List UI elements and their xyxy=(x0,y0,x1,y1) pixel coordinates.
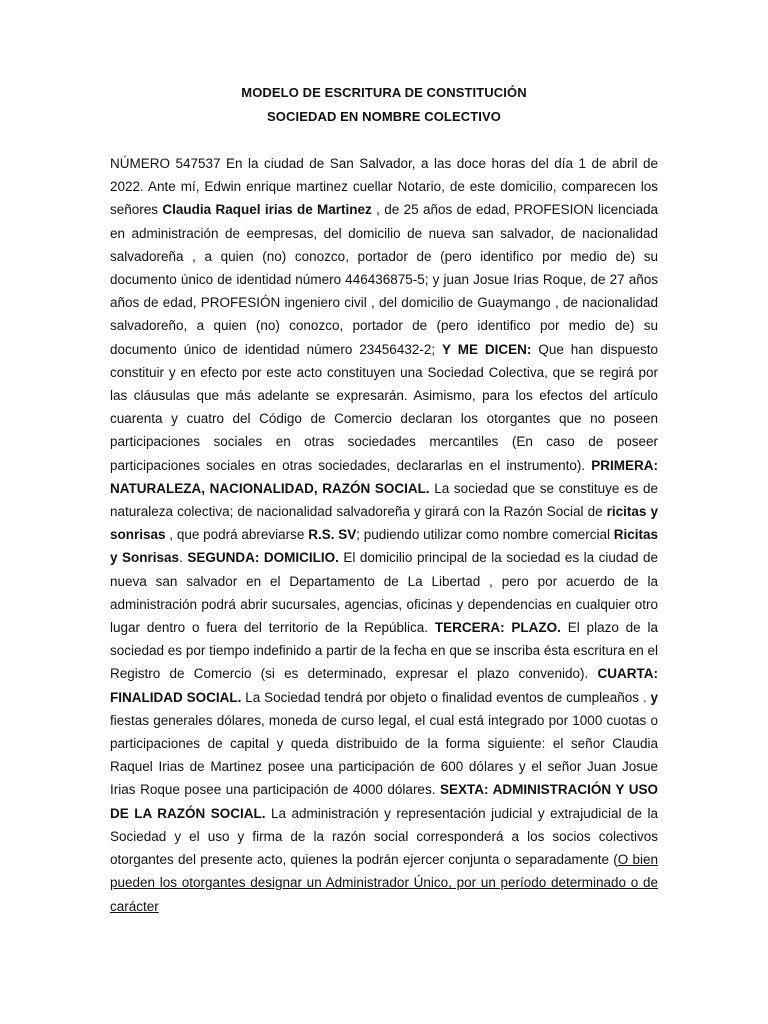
razon-social: ricitas y sonrisas xyxy=(110,504,658,543)
body-text: , de 25 años de edad, PROFESION licenciada en administración de eempresas, del domicilio de nueva san salvador, de nacionalidad salvadoreña , a quien (no) conozco, portador de (pero identifico por medio de) su documento único de identidad número 446436875-5; y juan Josue Irias Roque, de 27 años años de edad, PROFESIÓN ingeniero civil , del domicilio de Guaymango , de nacionalidad salvadoreño, a quien (no) conozco, portador de (pero identifico por medio de) su documento único de identidad número 23456432-2; xyxy=(110,202,658,357)
clause-heading-segunda: SEGUNDA: DOMICILIO. xyxy=(187,550,339,566)
body-text: NÚMERO 547537 En la ciudad de San Salvador, a las doce horas del día 1 de abril de 2022. Ante mí, Edwin enrique martinez cuellar Notario, de este domicilio, comparecen los señores xyxy=(110,156,658,218)
document-title-line2: SOCIEDAD EN NOMBRE COLECTIVO xyxy=(267,109,501,124)
body-text: Que han dispuesto constituir y en efecto por este acto constituyen una Sociedad Colectiva, que se regirá por las cláusulas que más adelante se expresarán. Asimismo, para los efectos del artículo cuarenta y cuatro del Código de Comercio declaran los otorgantes que no poseen participaciones sociales en otras sociedades mercantiles (En caso de poseer participaciones sociales en otras sociedades, declararlas en el instrumento). xyxy=(110,341,658,473)
body-text: La Sociedad tendrá por objeto o finalidad eventos de cumpleaños . xyxy=(241,689,651,705)
document-body xyxy=(110,152,658,918)
declaration-heading: Y ME DICEN: xyxy=(442,341,532,357)
clause-heading-cuarta: CUARTA: FINALIDAD SOCIAL. xyxy=(110,666,658,705)
body-text: fiestas generales dólares, moneda de curso legal, el cual está integrado por 1000 cuotas o participaciones de capital y queda distribuido de la forma siguiente: el señor Claudia Raquel Irias de Martinez posee una participación de 600 dólares y el señor Juan Josue Irias Roque posee una participación de 4000 dólares. xyxy=(110,712,658,798)
body-text: El domicilio principal de la sociedad es la ciudad de nueva san salvador en el Departamento de La Libertad , pero por acuerdo de la administración podrá abrir sucursales, agencias, oficinas y dependencias en cualquier otro lugar dentro o fuera del territorio de la República. xyxy=(110,550,658,636)
clause-heading-primera: PRIMERA: NATURALEZA, NACIONALIDAD, RAZÓN SOCIAL. xyxy=(110,457,658,496)
compareciente-name-1: Claudia Raquel irias de Martinez xyxy=(162,202,372,218)
underlined-note: O bien pueden los otorgantes designar un Administrador Único, por un período determinado o de carácter xyxy=(110,852,658,914)
body-text: . xyxy=(179,550,188,566)
body-text: , que podrá abreviarse xyxy=(165,527,309,543)
commercial-name: Ricitas y Sonrisas xyxy=(110,527,659,566)
body-text: La administración y representación judicial y extrajudicial de la Sociedad y el uso y firma de la razón social corresponderá a los socios colectivos otorgantes del presente acto, quienes la podrán ejercer conjunta o separadamente ( xyxy=(110,805,658,868)
bold-conjunction: y xyxy=(650,689,658,705)
abbreviation: R.S. SV xyxy=(308,527,357,543)
body-text: El plazo de la sociedad es por tiempo indefinido a partir de la fecha en que se inscriba ésta escritura en el Registro de Comercio (si es determinado, expresar el plazo convenido). xyxy=(110,620,658,682)
clause-heading-tercera: TERCERA: PLAZO. xyxy=(434,620,561,636)
clause-heading-sexta: SEXTA: ADMINISTRACIÓN Y USO DE LA RAZÓN SOCIAL. xyxy=(110,782,658,821)
body-text: ; pudiendo utilizar como nombre comercial xyxy=(356,527,614,543)
document-title-line1: MODELO DE ESCRITURA DE CONSTITUCIÓN xyxy=(241,85,527,100)
body-text: La sociedad que se constituye es de naturaleza colectiva; de nacionalidad salvadoreña y girará con la Razón Social de xyxy=(110,480,658,520)
